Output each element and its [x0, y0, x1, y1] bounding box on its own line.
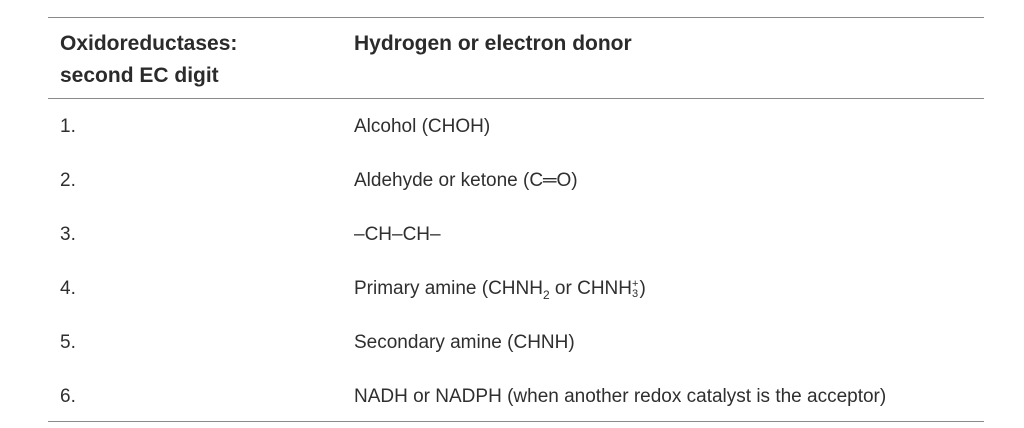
donor-text-mid: or CHNH	[549, 278, 632, 299]
table-body	[48, 99, 984, 421]
table-header	[48, 18, 984, 98]
header-donor: Hydrogen or electron donor	[354, 32, 632, 55]
ec-digit-cell: 1.	[60, 116, 76, 137]
header-ec-digit-line2: second EC digit	[60, 64, 219, 87]
table-row	[48, 161, 984, 201]
table-row	[48, 269, 984, 309]
header-ec-digit-line1: Oxidoreductases:	[60, 32, 238, 55]
header-ec-digit	[60, 28, 340, 92]
donor-cell: Aldehyde or ketone (C═O)	[354, 170, 578, 191]
donor-cell: –CH–CH–	[354, 224, 441, 245]
bottom-rule	[48, 421, 984, 422]
ec-digit-cell: 2.	[60, 170, 76, 191]
donor-cell: Alcohol (CHOH)	[354, 116, 491, 137]
ec-donor-table	[48, 17, 984, 422]
table-row	[48, 377, 984, 417]
table-row	[48, 323, 984, 363]
donor-text-prefix: Primary amine (CHNH	[354, 278, 543, 299]
ec-digit-cell: 6.	[60, 386, 76, 407]
donor-subscript-1: 2	[542, 287, 550, 302]
donor-subscript-2: 3	[632, 287, 639, 300]
ec-digit-cell: 4.	[60, 278, 76, 299]
donor-cell: Secondary amine (CHNH)	[354, 332, 575, 353]
ec-digit-cell: 3.	[60, 224, 76, 245]
donor-cell: NADH or NADPH (when another redox catalyst is the acceptor)	[354, 386, 887, 407]
donor-subsup	[632, 279, 638, 299]
donor-cell	[354, 269, 646, 315]
donor-superscript-2: +	[632, 277, 639, 290]
table-row	[48, 107, 984, 147]
donor-text-suffix: )	[639, 278, 646, 299]
table-row	[48, 215, 984, 255]
ec-digit-cell: 5.	[60, 332, 76, 353]
